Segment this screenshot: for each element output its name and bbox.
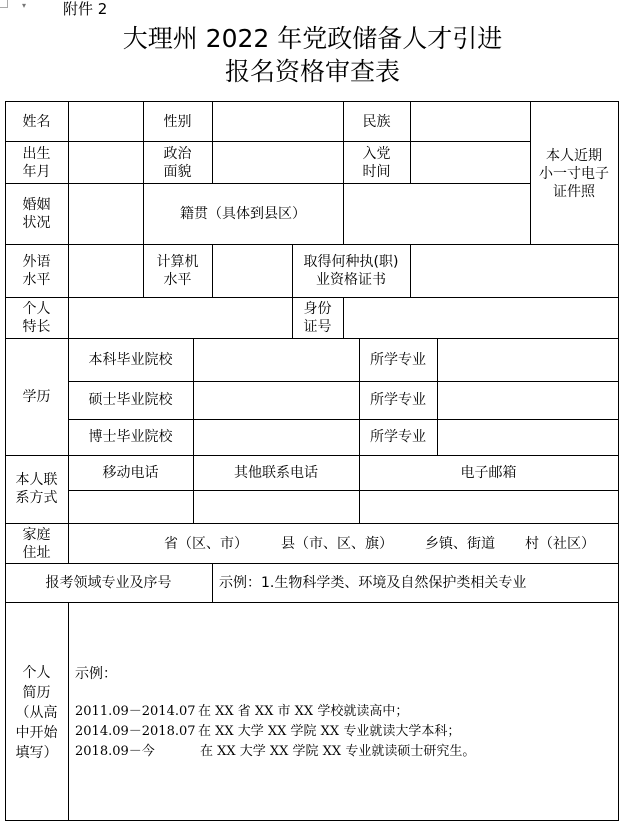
label-resume-line4: 中开始 <box>15 725 58 741</box>
label-photo-line2: 小一寸电子 <box>539 166 609 182</box>
label-certificate-line1: 取得何种执(职) <box>303 254 399 270</box>
corner-dropdown-icon: ▾ <box>22 1 27 10</box>
label-contact-line1: 本人联 <box>15 472 58 488</box>
label-foreign-lang-line2: 水平 <box>22 272 51 288</box>
label-resume-line3: （从高 <box>15 705 58 721</box>
label-major-bachelor: 所学专业 <box>370 352 426 368</box>
label-resume-line5: 填写） <box>15 745 58 761</box>
label-computer-line1: 计算机 <box>156 254 199 270</box>
label-ethnicity: 民族 <box>362 114 391 130</box>
label-certificate-line2: 业资格证书 <box>316 272 386 288</box>
resume-desc-2: 在 XX 大学 XX 学院 XX 专业就读大学本科； <box>198 724 461 739</box>
address-village: 村（社区） <box>525 536 595 552</box>
label-id-number-line1: 身份 <box>303 301 332 317</box>
label-political-line2: 面貌 <box>163 164 192 180</box>
label-major-master: 所学专业 <box>370 392 426 408</box>
label-address-line2: 住址 <box>22 545 51 561</box>
label-id-number-line2: 证号 <box>303 319 332 335</box>
label-photo-line1: 本人近期 <box>546 148 602 164</box>
label-birth-line1: 出生 <box>22 146 51 162</box>
label-native-place: 籍贯（具体到县区） <box>180 206 306 222</box>
field-example: 示例：1.生物科学类、环境及自然保护类相关专业 <box>219 575 527 591</box>
form-title-line1: 大理州 2022 年党政储备人才引进 <box>122 24 503 53</box>
label-gender: 性别 <box>163 114 192 130</box>
label-email: 电子邮箱 <box>460 465 517 481</box>
label-birth-line2: 年月 <box>22 164 51 180</box>
address-province: 省（区、市） <box>164 536 248 552</box>
address-township: 乡镇、街道 <box>425 536 495 552</box>
label-foreign-lang-line1: 外语 <box>22 254 51 270</box>
label-name: 姓名 <box>22 114 51 130</box>
resume-period-2: 2014.09－2018.07 <box>75 724 196 739</box>
label-computer-line2: 水平 <box>163 272 192 288</box>
annex-label: 附件 2 <box>63 0 108 18</box>
label-mobile: 移动电话 <box>102 465 159 481</box>
label-photo-line3: 证件照 <box>553 184 595 200</box>
label-bachelor-school: 本科毕业院校 <box>88 352 173 368</box>
form-title-line2: 报名资格审查表 <box>224 57 400 86</box>
label-specialty-line2: 特长 <box>22 319 51 335</box>
label-marital-line1: 婚姻 <box>22 197 51 213</box>
label-other-phone: 其他联系电话 <box>234 465 318 481</box>
resume-example-heading: 示例： <box>75 666 117 682</box>
label-education: 学历 <box>22 389 51 405</box>
label-party-join-line1: 入党 <box>362 146 391 162</box>
resume-desc-1: 在 XX 省 XX 市 XX 学校就读高中； <box>198 704 409 719</box>
resume-period-3: 2018.09－今 <box>75 744 155 759</box>
label-resume-line1: 个人 <box>22 665 51 681</box>
resume-period-1: 2011.09－2014.07 <box>75 704 196 719</box>
label-doctor-school: 博士毕业院校 <box>88 429 173 445</box>
resume-desc-3: 在 XX 大学 XX 学院 XX 专业就读硕士研究生。 <box>200 744 476 759</box>
page-corner-mark <box>0 0 8 8</box>
label-specialty-line1: 个人 <box>22 301 51 317</box>
label-contact-line2: 系方式 <box>15 490 58 506</box>
label-party-join-line2: 时间 <box>362 164 391 180</box>
label-address-line1: 家庭 <box>22 527 51 543</box>
label-political-line1: 政治 <box>163 146 192 162</box>
address-county: 县（市、区、旗） <box>281 536 393 552</box>
label-resume-line2: 简历 <box>22 685 51 701</box>
label-major-doctor: 所学专业 <box>370 429 426 445</box>
label-field: 报考领域专业及序号 <box>45 575 172 591</box>
label-master-school: 硕士毕业院校 <box>88 392 173 408</box>
label-marital-line2: 状况 <box>22 215 51 231</box>
